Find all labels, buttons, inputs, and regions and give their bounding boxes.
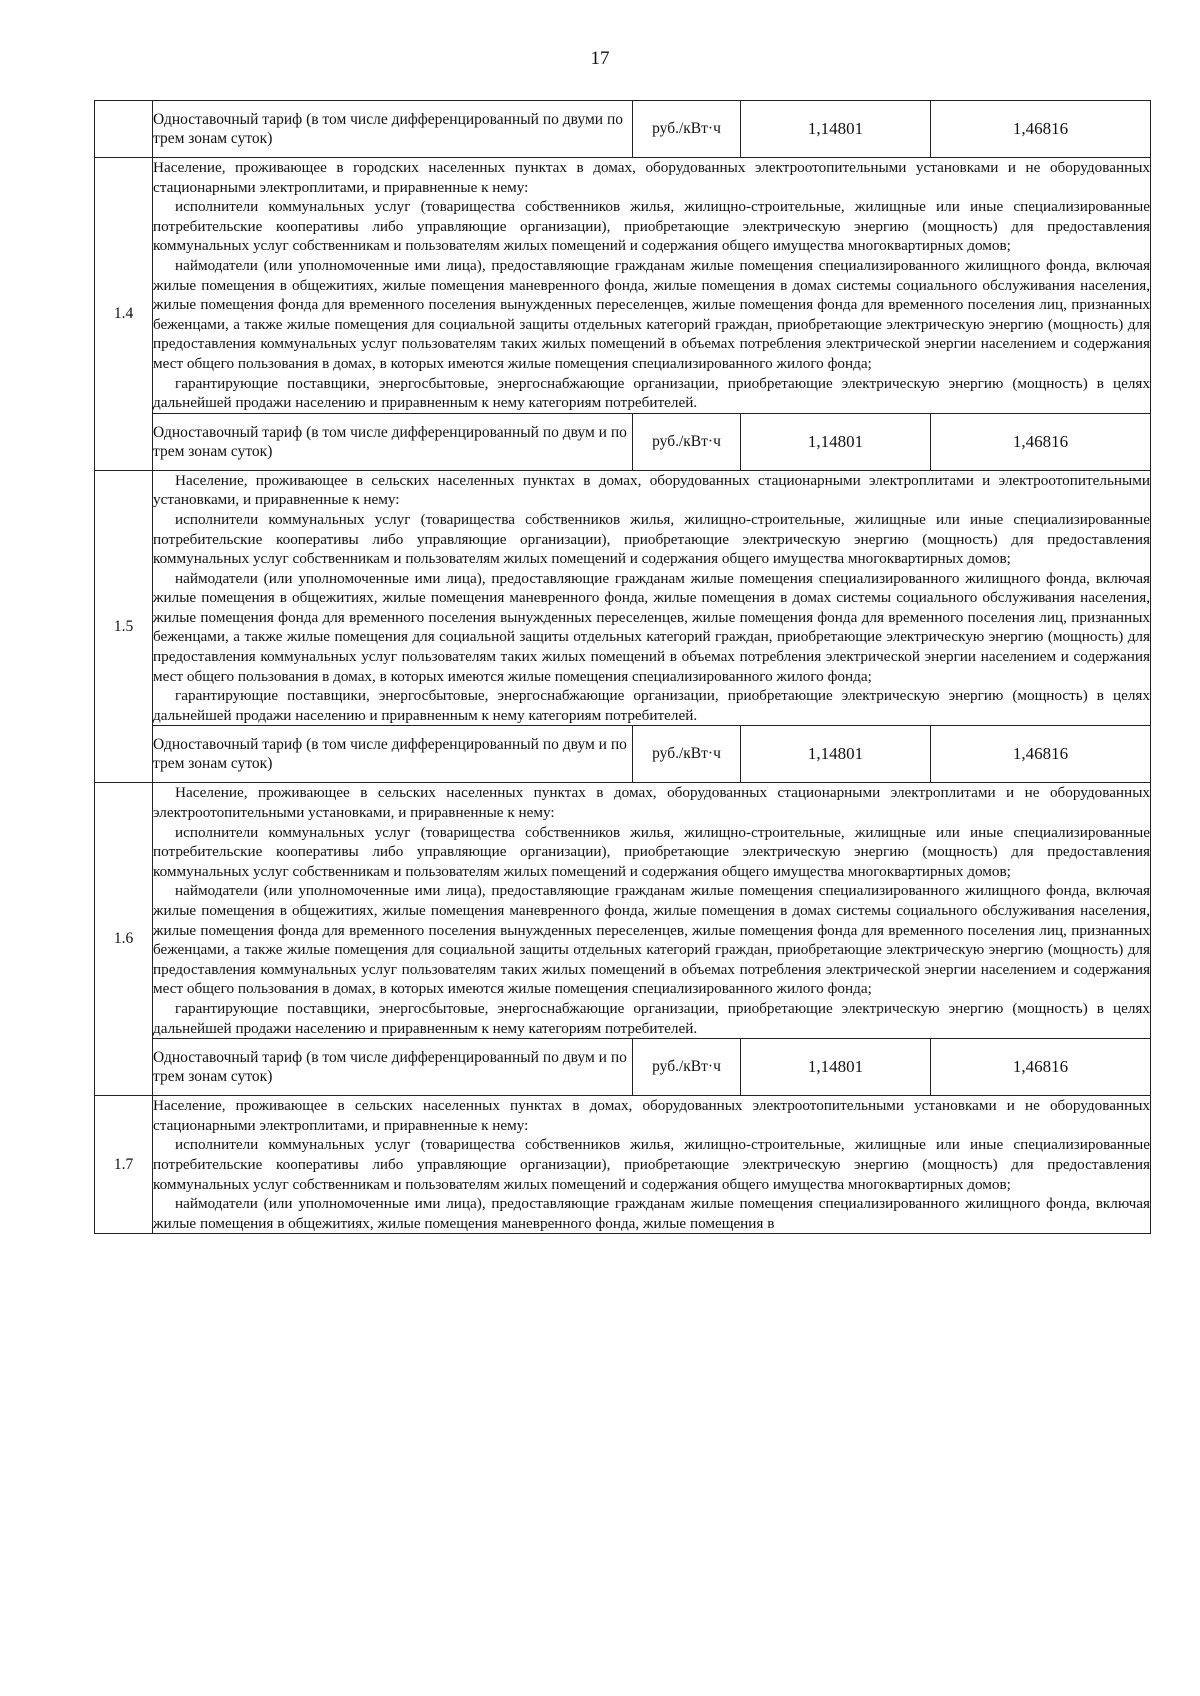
section-number: 1.6 bbox=[95, 783, 153, 1096]
value-1-cell: 1,14801 bbox=[741, 1039, 931, 1096]
paragraph: Население, проживающее в сельских населенных пунктах в домах, оборудованных стационарными электроплитами и не оборудованных электроотопительными установками, и приравненные к нему: bbox=[153, 784, 1150, 822]
paragraph: Население, проживающее в сельских населенных пунктах в домах, оборудованных стационарными электроплитами и электроотопительными установками, и приравненные к нему: bbox=[153, 471, 1150, 509]
tariff-name: Одноставочный тариф (в том числе дифференцированный по двум и по трем зонам суток) bbox=[153, 726, 633, 783]
paragraph: исполнители коммунальных услуг (товарищества собственников жилья, жилищно-строительные, жилищные или иные специализированные потребительские кооперативы либо управляющие организации), приобретающие электрическую энергию (мощность) для предоставления коммунальных услуг собственникам и пользователям жилых помещений и содержания общего имущества многоквартирных домов; bbox=[153, 198, 1150, 255]
paragraph: гарантирующие поставщики, энергосбытовые, энергоснабжающие организации, приобретающие электрическую энергию (мощность) в целях дальнейшей продажи населению и приравненным к нему категориям потребителей. bbox=[153, 374, 1150, 412]
paragraph: исполнители коммунальных услуг (товарищества собственников жилья, жилищно-строительные, жилищные или иные специализированные потребительские кооперативы либо управляющие организации), приобретающие электрическую энергию (мощность) для предоставления коммунальных услуг собственникам и пользователям жилых помещений и содержания общего имущества многоквартирных домов; bbox=[153, 510, 1150, 568]
section-description bbox=[153, 1096, 1151, 1234]
paragraph: Население, проживающее в сельских населенных пунктах в домах, оборудованных электроотопительными установками и не оборудованных стационарными электроплитами, и приравненные к нему: bbox=[153, 1097, 1150, 1134]
unit-cell: руб./кВт·ч bbox=[633, 726, 741, 783]
table-row bbox=[95, 413, 1151, 470]
tariff-name: Одноставочный тариф (в том числе дифференцированный по двум и по трем зонам суток) bbox=[153, 413, 633, 470]
unit-cell: руб./кВт·ч bbox=[633, 413, 741, 470]
section-number: 1.5 bbox=[95, 470, 153, 783]
paragraph: наймодатели (или уполномоченные ими лица), предоставляющие гражданам жилые помещения специализированного жилищного фонда, включая жилые помещения в общежитиях, жилые помещения маневренного фонда, жилые помещения в домах системы социального обслуживания населения, жилые помещения фонда для временного поселения вынужденных переселенцев, жилые помещения фонда для временного поселения лиц, признанных беженцами, а также жилые помещения для социальной защиты отдельных категорий граждан, приобретающие электрическую энергию (мощность) для предоставления коммунальных услуг пользователям таких жилых помещений в объемах потребления электрической энергии населением и содержания мест общего пользования в домах, в которых имеются жилые помещения специализированного жилого фонда; bbox=[153, 882, 1150, 998]
paragraph: гарантирующие поставщики, энергосбытовые, энергоснабжающие организации, приобретающие электрическую энергию (мощность) в целях дальнейшей продажи населению и приравненным к нему категориям потребителей. bbox=[153, 687, 1150, 724]
tariff-name: Одноставочный тариф (в том числе дифференцированный по двум и по трем зонам суток) bbox=[153, 1039, 633, 1096]
tariff-name: Одноставочный тариф (в том числе дифференцированный по двуми по трем зонам суток) bbox=[153, 101, 633, 158]
paragraph: исполнители коммунальных услуг (товарищества собственников жилья, жилищно-строительные, жилищные или иные специализированные потребительские кооперативы либо управляющие организации), приобретающие электрическую энергию (мощность) для предоставления коммунальных услуг собственникам и пользователям жилых помещений и содержания общего имущества многоквартирных домов; bbox=[153, 1136, 1150, 1193]
table-row bbox=[95, 726, 1151, 783]
paragraph: исполнители коммунальных услуг (товарищества собственников жилья, жилищно-строительные, жилищные или иные специализированные потребительские кооперативы либо управляющие организации), приобретающие электрическую энергию (мощность) для предоставления коммунальных услуг собственникам и пользователям жилых помещений и содержания общего имущества многоквартирных домов; bbox=[153, 823, 1150, 880]
value-2-cell: 1,46816 bbox=[931, 1039, 1151, 1096]
unit-cell: руб./кВт·ч bbox=[633, 1039, 741, 1096]
section-description bbox=[153, 470, 1151, 726]
value-1-cell: 1,14801 bbox=[741, 413, 931, 470]
paragraph: гарантирующие поставщики, энергосбытовые, энергоснабжающие организации, приобретающие электрическую энергию (мощность) в целях дальнейшей продажи населению и приравненным к нему категориям потребителей. bbox=[153, 999, 1150, 1037]
value-2-cell: 1,46816 bbox=[931, 101, 1151, 158]
table-row bbox=[95, 1039, 1151, 1096]
row-number-cell bbox=[95, 101, 153, 158]
section-number: 1.4 bbox=[95, 158, 153, 471]
table-row bbox=[95, 783, 1151, 1039]
value-2-cell: 1,46816 bbox=[931, 726, 1151, 783]
page-number: 17 bbox=[590, 48, 610, 69]
table-row bbox=[95, 158, 1151, 414]
table-row bbox=[95, 1096, 1151, 1234]
table-row bbox=[95, 470, 1151, 726]
section-description bbox=[153, 783, 1151, 1039]
tariff-table bbox=[94, 100, 1151, 1234]
paragraph: наймодатели (или уполномоченные ими лица), предоставляющие гражданам жилые помещения специализированного жилищного фонда, включая жилые помещения в общежитиях, жилые помещения маневренного фонда, жилые помещения в домах системы социального обслуживания населения, жилые помещения фонда для временного поселения вынужденных переселенцев, жилые помещения фонда для временного поселения лиц, признанных беженцами, а также жилые помещения для социальной защиты отдельных категорий граждан, приобретающие электрическую энергию (мощность) для предоставления коммунальных услуг пользователям таких жилых помещений в объемах потребления электрической энергии населением и содержания мест общего пользования в домах, в которых имеются жилые помещения специализированного жилого фонда; bbox=[153, 569, 1150, 685]
unit-cell: руб./кВт·ч bbox=[633, 101, 741, 158]
value-2-cell: 1,46816 bbox=[931, 413, 1151, 470]
value-1-cell: 1,14801 bbox=[741, 726, 931, 783]
paragraph: наймодатели (или уполномоченные ими лица), предоставляющие гражданам жилые помещения специализированного жилищного фонда, включая жилые помещения в общежитиях, жилые помещения маневренного фонда, жилые помещения в bbox=[153, 1195, 1150, 1232]
value-1-cell: 1,14801 bbox=[741, 101, 931, 158]
paragraph: Население, проживающее в городских населенных пунктах в домах, оборудованных электроотопительными установками и не оборудованных стационарными электроплитами, и приравненные к нему: bbox=[153, 159, 1150, 196]
section-description bbox=[153, 158, 1151, 414]
table-row bbox=[95, 101, 1151, 158]
section-number: 1.7 bbox=[95, 1096, 153, 1234]
paragraph: наймодатели (или уполномоченные ими лица), предоставляющие гражданам жилые помещения специализированного жилищного фонда, включая жилые помещения в общежитиях, жилые помещения маневренного фонда, жилые помещения в домах системы социального обслуживания населения, жилые помещения фонда для временного поселения вынужденных переселенцев, жилые помещения фонда для временного поселения лиц, признанных беженцами, а также жилые помещения для социальной защиты отдельных категорий граждан, приобретающие электрическую энергию (мощность) для предоставления коммунальных услуг пользователям таких жилых помещений в объемах потребления электрической энергии населением и содержания мест общего пользования в домах, в которых имеются жилые помещения специализированного жилого фонда; bbox=[153, 256, 1150, 372]
